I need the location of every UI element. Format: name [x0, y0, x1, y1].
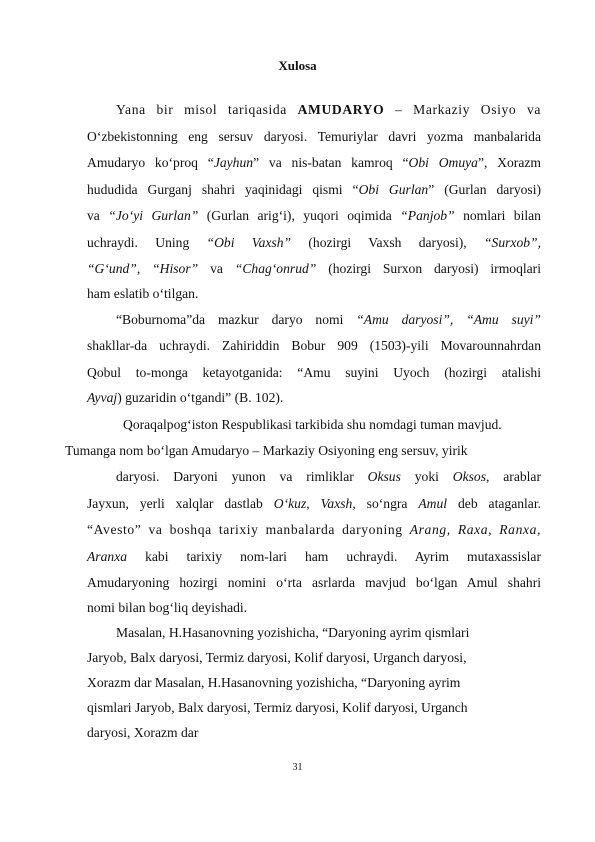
- paragraph-1-line-7: “G‘und”, “Hisor” va “Chag‘onrud” (hozirgi Surxon daryosi) irmoqlari: [87, 261, 541, 276]
- paragraph-4-line-5: daryosi, Xorazm dar: [87, 725, 199, 740]
- paragraph-2-line-1: “Boburnoma”da mazkur daryo nomi “Amu daryosi”, “Amu suyi”: [116, 312, 541, 327]
- paragraph-4-line-2: Jaryob, Balx daryosi, Termiz daryosi, Kolif daryosi, Urganch daryosi,: [87, 650, 467, 665]
- paragraph-4-line-4: qismlari Jaryob, Balx daryosi, Termiz daryosi, Kolif daryosi, Urganch: [87, 700, 468, 715]
- paragraph-4-line-1: Masalan, H.Hasanovning yozishicha, “Daryoning ayrim qismlari: [116, 625, 470, 640]
- page-title: Xulosa: [278, 58, 317, 73]
- paragraph-1-line-4: hududida Gurganj shahri yaqinidagi qismi “Obi Gurlan” (Gurlan daryosi): [87, 182, 542, 197]
- paragraph-2-line-2: shakllar-da uchraydi. Zahiriddin Bobur 909 (1503)-yili Movarounnahrdan: [87, 338, 541, 353]
- page-number: 31: [292, 762, 303, 773]
- paragraph-3-line-8: nomi bilan bog‘liq deyishadi.: [87, 600, 248, 615]
- paragraph-3-line-2: Tumanga nom bo‘lgan Amudaryo – Markaziy Osiyoning eng sersuv, yirik: [65, 443, 468, 458]
- paragraph-1-line-2: O‘zbekistonning eng sersuv daryosi. Temuriylar davri yozma manbalarida: [87, 129, 541, 144]
- paragraph-1-line-6: uchraydi. Uning “Obi Vaxsh” (hozirgi Vaxsh daryosi), “Surxob”,: [87, 235, 542, 250]
- paragraph-1-line-8: ham eslatib o‘tilgan.: [87, 286, 199, 301]
- paragraph-4-line-3: Xorazm dar Masalan, H.Hasanovning yozishicha, “Daryoning ayrim: [87, 675, 461, 690]
- paragraph-3-line-4: Jayxun, yerli xalqlar dastlab O‘kuz, Vaxsh, so‘ngra Amul deb ataganlar.: [87, 496, 542, 511]
- paragraph-2-line-4: Ayvaj) guzaridin o‘tgandi” (B. 102).: [87, 390, 284, 405]
- paragraph-1-line-5: va “Jo‘yi Gurlan” (Gurlan arig‘i), yuqori oqimida “Panjob” nomlari bilan: [87, 208, 541, 223]
- paragraph-3-line-6: Aranxa kabi tarixiy nom-lari ham uchraydi. Ayrim mutaxassislar: [87, 549, 541, 564]
- emphasis-amudaryo: AMUDARYO: [297, 102, 385, 117]
- paragraph-1-line-3: Amudaryo ko‘proq “Jayhun” va nis-batan kamroq “Obi Omuya”, Xorazm: [87, 155, 541, 170]
- paragraph-3-line-1: Qoraqalpog‘iston Respublikasi tarkibida shu nomdagi tuman mavjud.: [123, 417, 502, 432]
- paragraph-2-line-3: Qobul to-monga ketayotganida: “Amu suyini Uyoch (hozirgi atalishi: [87, 365, 541, 380]
- paragraph-1-line-1: Yana bir misol tariqasida AMUDARYO – Markaziy Osiyo va: [116, 102, 542, 117]
- paragraph-3-line-7: Amudaryoning hozirgi nomini o‘rta asrlarda mavjud bo‘lgan Amul shahri: [87, 575, 541, 590]
- paragraph-3-line-5: “Avesto” va boshqa tarixiy manbalarda daryoning Arang, Raxa, Ranxa,: [87, 522, 541, 537]
- paragraph-3-line-3: daryosi. Daryoni yunon va rimliklar Oksus yoki Oksos, arablar: [116, 469, 541, 484]
